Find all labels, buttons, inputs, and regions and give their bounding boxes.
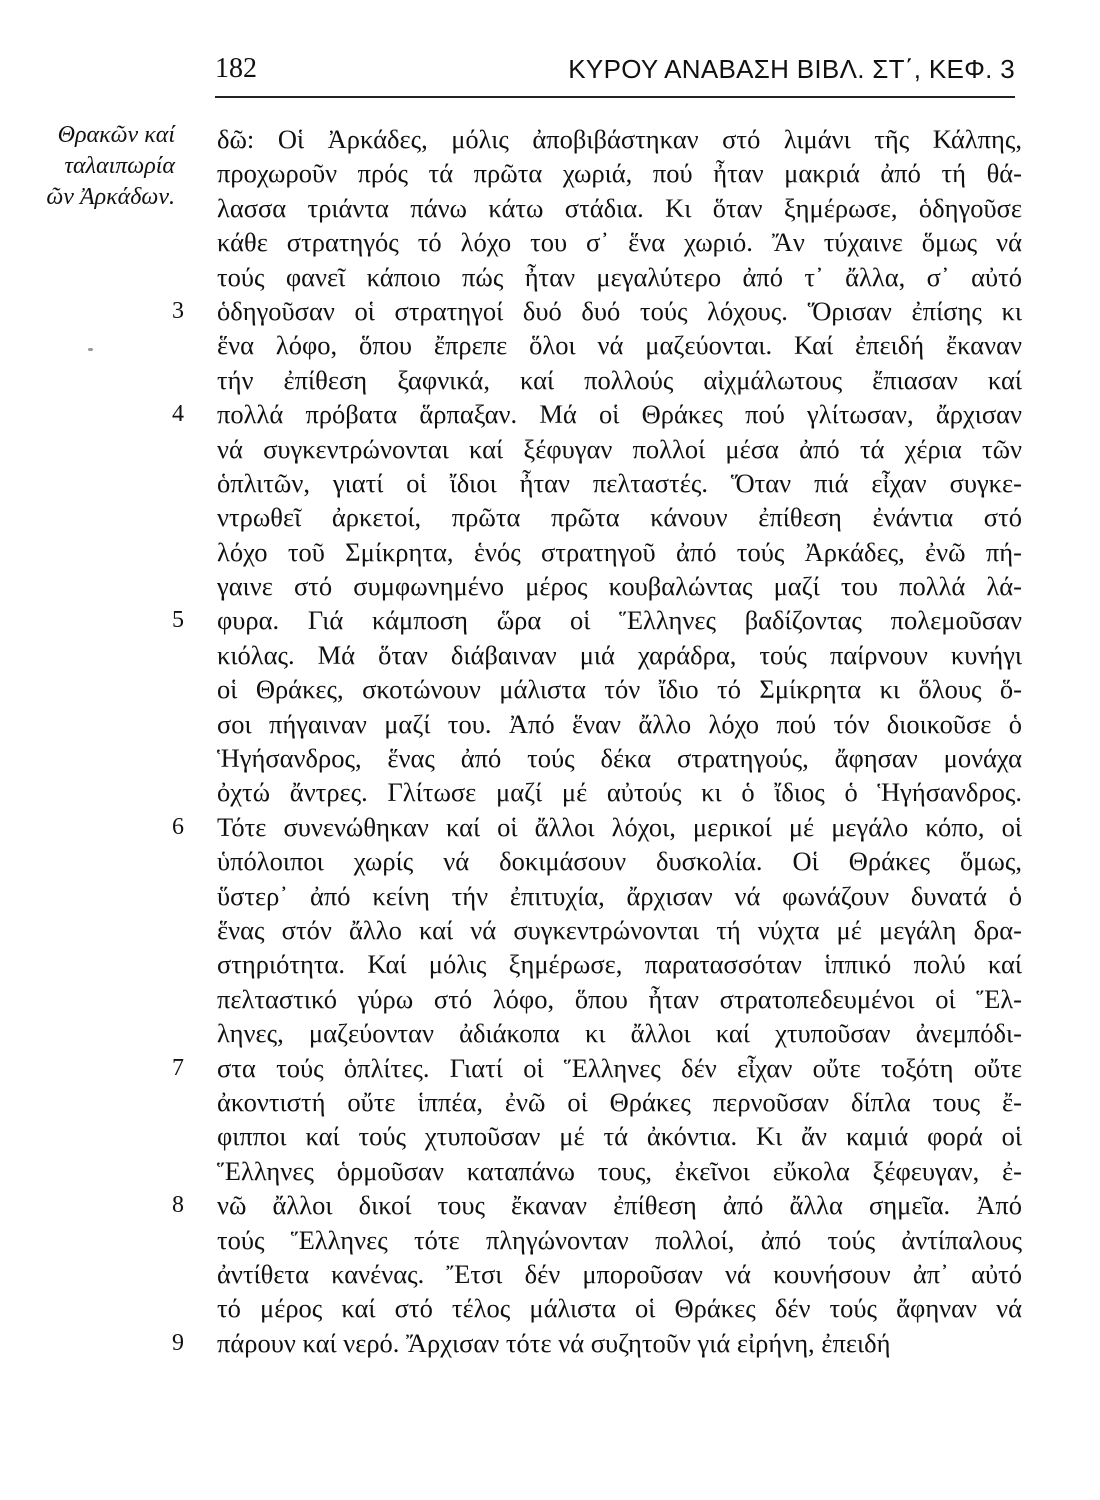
line-text: λασσα τριάντα πάνω κάτω στάδια. Κι ὅταν ξημέρωσε, ὁδηγοῦσε — [217, 192, 1022, 223]
line-text: ντρωθεῖ ἀρκετοί, πρῶτα πρῶτα κάνουν ἐπίθεση ἐνάντια στό — [217, 502, 1022, 533]
text-line — [217, 672, 1022, 706]
line-text: ἕνα λόφο, ὅπου ἔπρεπε ὅλοι νά μαζεύονται. Καί ἐπειδή ἔκαναν — [217, 330, 1022, 361]
margin-note-line: Θρακῶν καί — [57, 122, 175, 148]
line-text: προχωροῦν πρός τά πρῶτα χωριά, πού ἦταν μακριά ἀπό τή θά- — [217, 158, 1022, 189]
text-line — [217, 879, 1022, 913]
line-text: φιπποι καί τούς χτυποῦσαν μέ τά ἀκόντια. Κι ἄν καμιά φορά οἱ — [217, 1121, 1022, 1152]
line-text: ὀχτώ ἄντρες. Γλίτωσε μαζί μέ αὐτούς κι ὁ ἴδιος ὁ Ἡγήσανδρος. — [217, 777, 1022, 808]
text-line — [217, 156, 1022, 190]
text-line — [217, 775, 1022, 809]
text-line — [217, 466, 1022, 500]
line-text: τό μέρος καί στό τέλος μάλιστα οἱ Θράκες δέν τούς ἄφηναν νά — [217, 1293, 1022, 1324]
section-number: 5 — [172, 607, 184, 634]
text-line — [217, 225, 1022, 259]
text-line — [217, 260, 1022, 294]
text-line — [217, 913, 1022, 947]
section-number: 4 — [172, 401, 184, 428]
line-text: πελταστικό γύρω στό λόφο, ὅπου ἦταν στρατοπεδευμένοι οἱ Ἕλ- — [217, 983, 1022, 1014]
body-text — [172, 122, 1022, 1360]
section-number: 9 — [172, 1329, 184, 1356]
text-line — [217, 122, 1022, 156]
line-text: νά συγκεντρώνονται καί ξέφυγαν πολλοί μέσα ἀπό τά χέρια τῶν — [217, 433, 1022, 464]
margin-note-line: ταλαιπωρία — [64, 153, 175, 179]
page-number: 182 — [215, 53, 257, 84]
line-text: ὑπόλοιποι χωρίς νά δοκιμάσουν δυσκολία. Οἱ Θράκες ὅμως, — [217, 846, 1022, 877]
text-line — [217, 500, 1022, 534]
line-text: τούς Ἕλληνες τότε πληγώνονταν πολλοί, ἀπό τούς ἀντίπαλους — [217, 1224, 1022, 1255]
line-text: κιόλας. Μά ὅταν διάβαιναν μιά χαράδρα, τούς παίρνουν κυνήγι — [217, 639, 1022, 670]
line-text: πάρουν καί νερό. Ἄρχισαν τότε νά συζητοῦν γιά εἰρήνη, ἐπειδή — [217, 1327, 891, 1358]
text-line — [172, 810, 1022, 844]
text-line — [217, 1291, 1022, 1325]
text-line — [217, 1154, 1022, 1188]
text-line — [217, 1257, 1022, 1291]
header-rule — [215, 96, 1015, 98]
line-text: ὕστερ᾽ ἀπό κείνη τήν ἐπιτυχία, ἄρχισαν νά φωνάζουν δυνατά ὁ — [217, 880, 1022, 911]
margin-note — [0, 120, 175, 213]
text-line — [217, 1085, 1022, 1119]
line-text: πολλά πρόβατα ἅρπαξαν. Μά οἱ Θράκες πού γλίτωσαν, ἄρχισαν — [217, 399, 1022, 430]
line-text: γαινε στό συμφωνημένο μέρος κουβαλώντας μαζί του πολλά λά- — [217, 571, 1022, 602]
line-text: σοι πήγαιναν μαζί του. Ἀπό ἕναν ἄλλο λόχο πού τόν διοικοῦσε ὁ — [217, 708, 1022, 739]
line-text: τούς φανεῖ κάποιο πώς ἦταν μεγαλύτερο ἀπό τ᾽ ἄλλα, σ᾽ αὐτό — [217, 261, 1022, 292]
line-text: νῶ ἄλλοι δικοί τους ἔκαναν ἐπίθεση ἀπό ἄλλα σημεῖα. Ἀπό — [217, 1190, 1022, 1221]
text-line — [217, 191, 1022, 225]
section-number: 6 — [172, 813, 184, 840]
line-text: Τότε συνενώθηκαν καί οἱ ἄλλοι λόχοι, μερικοί μέ μεγάλο κόπο, οἱ — [217, 811, 1022, 842]
line-text: ἀντίθετα κανένας. Ἔτσι δέν μποροῦσαν νά κουνήσουν ἀπ᾽ αὐτό — [217, 1258, 1022, 1289]
text-line — [217, 982, 1022, 1016]
text-line — [172, 1326, 1022, 1360]
text-line — [217, 569, 1022, 603]
line-text: Ἕλληνες ὁρμοῦσαν καταπάνω τους, ἐκεῖνοι εὔκολα ξέφευγαν, ἐ- — [217, 1155, 1022, 1186]
text-line — [217, 535, 1022, 569]
line-text: οἱ Θράκες, σκοτώνουν μάλιστα τόν ἴδιο τό Σμίκρητα κι ὅλους ὅ- — [217, 674, 1022, 705]
text-line — [217, 432, 1022, 466]
line-text: κάθε στρατηγός τό λόχο του σ᾽ ἕνα χωριό. Ἄν τύχαινε ὅμως νά — [217, 227, 1022, 258]
line-text: τήν ἐπίθεση ξαφνικά, καί πολλούς αἰχμάλωτους ἔπιασαν καί — [217, 364, 1022, 395]
text-line — [172, 603, 1022, 637]
section-number: 7 — [172, 1054, 184, 1081]
line-text: ὁπλιτῶν, γιατί οἱ ἴδιοι ἦταν πελταστές. Ὅταν πιά εἶχαν συγκε- — [217, 467, 1022, 498]
line-text: Ἡγήσανδρος, ἕνας ἀπό τούς δέκα στρατηγούς, ἄφησαν μονάχα — [217, 743, 1022, 774]
text-line — [217, 638, 1022, 672]
text-line — [217, 363, 1022, 397]
margin-note-line: ῶν Ἀρκάδων. — [46, 184, 175, 210]
text-line — [172, 1188, 1022, 1222]
line-text: ἀκοντιστή οὔτε ἱππέα, ἐνῶ οἱ Θράκες περνοῦσαν δίπλα τους ἔ- — [217, 1086, 1022, 1117]
text-line — [172, 1051, 1022, 1085]
text-line — [172, 294, 1022, 328]
text-line — [217, 741, 1022, 775]
text-line — [217, 844, 1022, 878]
text-line — [217, 1119, 1022, 1153]
line-text: ἕνας στόν ἄλλο καί νά συγκεντρώνονται τή νύχτα μέ μεγάλη δρα- — [217, 914, 1022, 945]
line-text: στα τούς ὁπλίτες. Γιατί οἱ Ἕλληνες δέν εἶχαν οὔτε τοξότη οὔτε — [217, 1052, 1022, 1083]
running-title: ΚΥΡΟΥ ΑΝΑΒΑΣΗ ΒΙΒΛ. ΣΤ΄, ΚΕΦ. 3 — [568, 54, 1015, 84]
line-text: δῶ: Οἱ Ἀρκάδες, μόλις ἀποβιβάστηκαν στό λιμάνι τῆς Κάλπης, — [217, 124, 1022, 154]
text-line — [217, 947, 1022, 981]
line-text: φυρα. Γιά κάμποση ὥρα οἱ Ἕλληνες βαδίζοντας πολεμοῦσαν — [217, 605, 1022, 636]
text-line — [172, 397, 1022, 431]
section-number: 3 — [172, 297, 184, 324]
text-line — [217, 1223, 1022, 1257]
line-text: ὁδηγοῦσαν οἱ στρατηγοί δυό δυό τούς λόχους. Ὅρισαν ἐπίσης κι — [217, 295, 1022, 326]
line-text: ληνες, μαζεύονταν ἀδιάκοπα κι ἄλλοι καί χτυποῦσαν ἀνεμπόδι- — [217, 1018, 1022, 1049]
section-number: 8 — [172, 1192, 184, 1219]
line-text: λόχο τοῦ Σμίκρητα, ἑνός στρατηγοῦ ἀπό τούς Ἀρκάδες, ἐνῶ πή- — [217, 536, 1022, 567]
line-text: στηριότητα. Καί μόλις ξημέρωσε, παρατασσόταν ἱππικό πολύ καί — [217, 949, 1022, 980]
text-line — [217, 707, 1022, 741]
text-line — [217, 1016, 1022, 1050]
running-header — [215, 52, 1015, 92]
print-speck — [88, 348, 93, 351]
text-line — [217, 328, 1022, 362]
